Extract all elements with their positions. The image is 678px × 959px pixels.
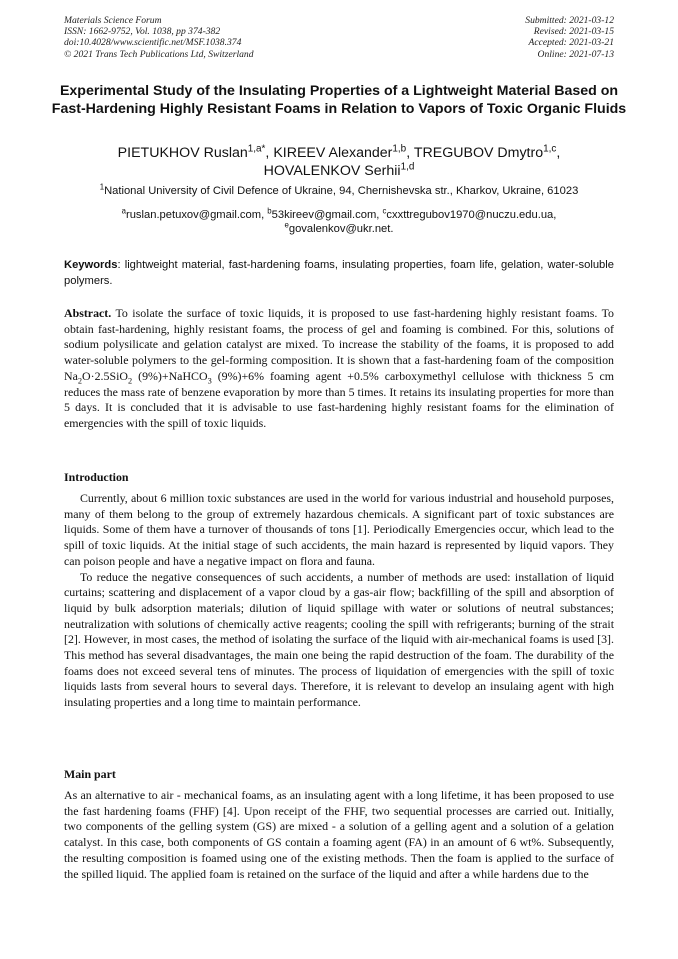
author-list: PIETUKHOV Ruslan$^{1,a*}$, KIREEV Alexander$^{1,b}$, TREGUBOV Dmytro$^{1,c}$, HOVALENKOV Serhii$^{1,d}$	[117, 143, 561, 179]
journal-name: Materials Science Forum	[64, 15, 162, 26]
paper-title: Experimental Study of the Insulating Properties of a Lightweight Material Based on Fast-Hardening Highly Resistant Foams in Relation to Vapors of Toxic Organic Fluids	[51, 83, 627, 117]
submitted-date: Submitted: 2021-03-12	[525, 15, 614, 26]
keywords-text: : lightweight material, fast-hardening foams, insulating properties, foam life, gelation, water-soluble polymers.	[64, 259, 614, 287]
journal-copyright: © 2021 Trans Tech Publications Ltd, Switzerland	[64, 48, 254, 60]
author-affiliation-mark: 1,c	[543, 143, 557, 155]
abstract-label: Abstract.	[64, 306, 112, 320]
introduction-heading: Introduction	[64, 470, 129, 484]
journal-info	[64, 15, 254, 60]
journal-issn: ISSN: 1662-9752, Vol. 1038, pp 374-382	[64, 26, 221, 38]
author-name: KIREEV Alexander	[273, 145, 393, 161]
affiliation-text: National University of Civil Defence of Ukraine, 94, Chernishevska str., Kharkov, Ukraine, 61023	[104, 185, 579, 197]
email-link[interactable]: 53kireev@gmail.com,	[271, 209, 383, 221]
abstract: Abstract. To isolate the surface of toxic liquids, it is proposed to use fast-hardening highly resistant foams. To obtain fast-hardening, highly resistant foams, the process of gel and foaming is combined. For this, solutions of sodium polysilicate and gelation catalyst are mixed. To increase the stability of the foams, it is proposed to add water-soluble polymers to the gel-forming composition. It is shown that a fast-hardening foam of the composition $Na_2O\cdot 2.5SiO_2$ (9%)+NaHCO$_3$ (9%)+6% foaming agent +0.5% carboxymethyl cellulose with thickness 5 cm reduces the mass rate of benzene evaporation by more than 5 times. It retains its insulating properties for more than 5 days. It is concluded that it is advisable to use fast-hardening highly resistant foams for the elimination of emergencies with the spill of toxic liquids.	[64, 306, 614, 430]
accepted-date: Accepted: 2021-03-21	[528, 37, 614, 49]
author-emails: $^a$ruslan.petuxov@gmail.com, $^b$53kireev@gmail.com, $^c$cxxttregubov1970@nuczu.edu.ua, $^e$govalenkov@ukr.net.	[121, 206, 557, 235]
revised-date: Revised: 2021-03-15	[533, 26, 614, 38]
email-link[interactable]: ruslan.petuxov@gmail.com,	[125, 209, 268, 221]
email-link[interactable]: cxxttregubov1970@nuczu.edu.ua,	[386, 209, 557, 221]
author-affiliation-mark: 1,b	[392, 143, 407, 155]
email-link[interactable]: govalenkov@ukr.net.	[288, 223, 394, 235]
author-name: PIETUKHOV Ruslan	[117, 145, 248, 161]
author-name: TREGUBOV Dmytro	[413, 145, 544, 161]
keywords-label: Keywords	[64, 259, 118, 271]
affiliation-mark: 1	[99, 182, 105, 192]
main-part-body	[64, 788, 614, 882]
paragraph: As an alternative to air - mechanical foams, as an insulating agent with a long lifetime, it has been proposed to use the fast hardening foams (FHF) [4]. Upon receipt of the FHF, two sequential processes are carried out. Initially, two components of the gelling system (GS) are mixed - a solution of a gelling agent and a solution of a gelation catalyst. In this case, both components of GS contain a foaming agent (FA) in an amount of 6 wt%. Subsequently, the resulting composition is foamed using one of the existing methods. Then the foam is applied to the surface of the spilled liquid. The applied foam is retained on the surface of the liquid and after a while hardens due to the	[64, 788, 614, 881]
online-date: Online: 2021-07-13	[537, 48, 614, 60]
paragraph: Currently, about 6 million toxic substances are used in the world for various industrial and household purposes, many of them belong to the group of extremely hazardous chemicals. A significant part of toxic substances are liquids. Some of them have a turnover of thousands of tons [1]. Periodically Emergencies occur, which lead to the spill of toxic liquids. At the initial stage of such accidents, the main hazard is represented by liquid vapors. They can poison people and have a negative impact on flora and fauna.	[64, 491, 614, 568]
author-affiliation-mark: 1,d	[400, 161, 415, 173]
publication-dates	[525, 15, 614, 60]
author-affiliation-mark: 1,a*	[247, 143, 266, 155]
journal-doi: doi:10.4028/www.scientific.net/MSF.1038.374	[64, 37, 242, 49]
paragraph: To reduce the negative consequences of such accidents, a number of methods are used: installation of liquid curtains; scattering and displacement of a vapor cloud by a gas-air flow; backfilling of the spill and absorption of liquid by bulk adsorption materials; dilution of liquid spillage with water or solutions of neutral substances; neutralization with solutions of chemically active reagents; cooling the spill with refrigerants; burning of the strait [2]. However, in most cases, the method of isolating the surface of the liquid with air-mechanical foams is used [3]. This method has several disadvantages, the main one being the rapid destruction of the foam. The durability of the foams does not exceed several tens of minutes. The process of liquidation of emergencies with the spill of toxic liquids lasts from several hours to several days. Therefore, it is relevant to develop an insulaing agent with high insulating properties and a long time to maintain performance.	[64, 569, 614, 710]
author-name: HOVALENKOV Serhii	[263, 163, 401, 179]
main-part-heading: Main part	[64, 767, 116, 781]
introduction-body	[64, 491, 614, 711]
affiliation	[40, 184, 638, 198]
keywords	[64, 257, 614, 289]
